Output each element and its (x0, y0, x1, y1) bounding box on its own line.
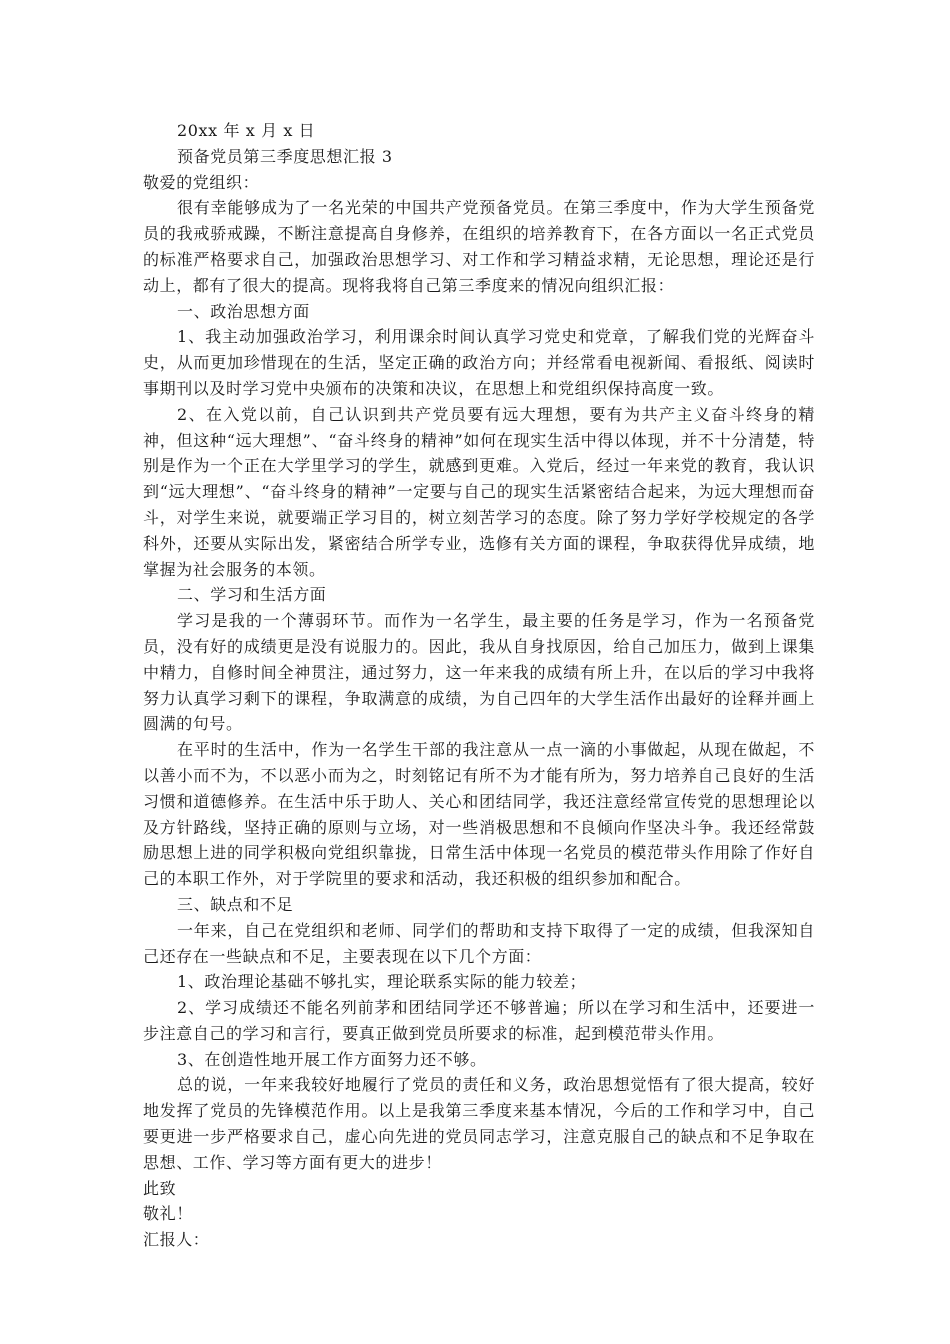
section2-paragraph-1: 学习是我的一个薄弱环节。而作为一名学生，最主要的任务是学习，作为一名预备党员，没有好的成绩更是没有说服力的。因此，我从自身找原因，给自己加压力，做到上课集中精力，自修时间全神贯注，通过努力，这一年来我的成绩有所上升，在以后的学习中我将努力认真学习剩下的课程，争取满意的成绩，为自己四年的大学生活作出最好的诠释并画上圆满的句号。 (143, 611, 815, 734)
conclusion-paragraph: 总的说，一年来我较好地履行了党员的责任和义务，政治思想觉悟有了很大提高，较好地发挥了党员的先锋模范作用。以上是我第三季度来基本情况，今后的工作和学习中，自己要更进一步严格要求自己，虚心向先进的党员同志学习，注意克服自己的缺点和不足争取在思想、工作、学习等方面有更大的进步！ (143, 1075, 815, 1172)
closing-line-1: 此致 (143, 1178, 177, 1198)
document-body (143, 118, 815, 1253)
closing-line-2: 敬礼！ (143, 1204, 193, 1224)
signature-label: 汇报人： (143, 1230, 210, 1250)
section1-heading: 一、政治思想方面 (177, 301, 310, 321)
section1-paragraph-2: 2、在入党以前，自己认识到共产党员要有远大理想，要有为共产主义奋斗终身的精神，但这种“远大理想”、“奋斗终身的精神”如何在现实生活中得以体现，并不十分清楚，特别是作为一个正在大学里学习的学生，就感到更难。入党后，经过一年来党的教育，我认识到“远大理想”、“奋斗终身的精神”一定要与自己的现实生活紧密结合起来，为远大理想而奋斗，对学生来说，就要端正学习目的，树立刻苦学习的态度。除了努力学好学校规定的各学科外，还要从实际出发，紧密结合所学专业，选修有关方面的课程，争取获得优异成绩，地掌握为社会服务的本领。 (143, 404, 815, 579)
intro-paragraph: 很有幸能够成为了一名光荣的中国共产党预备党员。在第三季度中，作为大学生预备党员的我戒骄戒躁，不断注意提高自身修养，在组织的培养教育下，在各方面以一名正式党员的标准严格要求自己，加强政治思想学习、对工作和学习精益求精，无论思想，理论还是行动上，都有了很大的提高。现将我将自己第三季度来的情况向组织汇报： (143, 198, 815, 295)
salutation: 敬爱的党组织： (143, 172, 260, 192)
date-line: 20xx 年 x 月 x 日 (177, 121, 316, 140)
section2-heading: 二、学习和生活方面 (177, 585, 327, 605)
section3-item-2: 2、学习成绩还不能名列前茅和团结同学还不够普遍；所以在学习和生活中，还要进一步注意自己的学习和言行，要真正做到党员所要求的标准，起到模范带头作用。 (143, 998, 815, 1043)
section3-paragraph-1: 一年来，自己在党组织和老师、同学们的帮助和支持下取得了一定的成绩，但我深知自己还存在一些缺点和不足，主要表现在以下几个方面： (143, 920, 815, 966)
section3-item-1: 1、政治理论基础不够扎实，理论联系实际的能力较差； (177, 972, 587, 992)
document-title: 预备党员第三季度思想汇报 3 (177, 146, 393, 166)
section3-item-3: 3、在创造性地开展工作方面努力还不够。 (177, 1049, 487, 1069)
section1-paragraph-1: 1、我主动加强政治学习，利用课余时间认真学习党史和党章，了解我们党的光辉奋斗史，从而更加珍惜现在的生活，坚定正确的政治方向；并经常看电视新闻、看报纸、阅读时事期刊以及时学习党中央颁布的决策和决议，在思想上和党组织保持高度一致。 (143, 327, 815, 398)
section2-paragraph-2: 在平时的生活中，作为一名学生干部的我注意从一点一滴的小事做起，从现在做起，不以善小而不为，不以恶小而为之，时刻铭记有所不为才能有所为，努力培养自己良好的生活习惯和道德修养。在生活中乐于助人、关心和团结同学，我还注意经常宣传党的思想理论以及方针路线，坚持正确的原则与立场，对一些消极思想和不良倾向作坚决斗争。我还经常鼓励思想上进的同学积极向党组织靠拢，日常生活中体现一名党员的模范带头作用除了作好自己的本职工作外，对于学院里的要求和活动，我还积极的组织参加和配合。 (143, 740, 815, 889)
section3-heading: 三、缺点和不足 (177, 894, 294, 914)
